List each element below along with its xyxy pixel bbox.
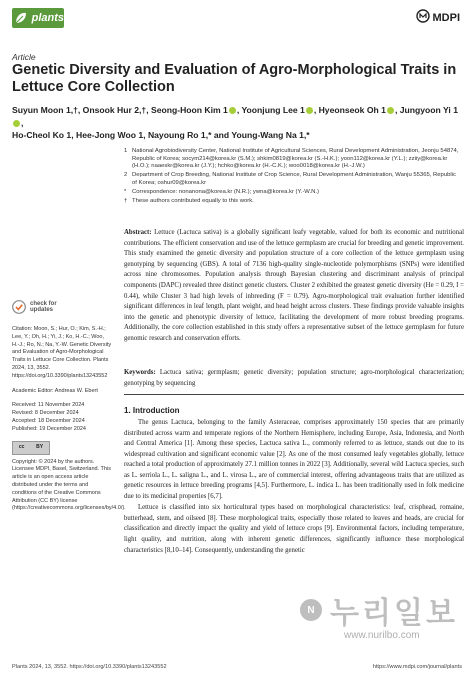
paragraph: The genus Lactuca, belonging to the family Asteraceae, comprises approximately 150 species that are primarily distributed across warm and temperate regions of the Northern Hemisphere, including Europe, Asia, Indonesia, and North and Central America [1]. Among these species, Lactuca sativa L., commonly referred to as lettuce, stands out due to its widespread cultivation and significant economic value [2]. As one of the most consumed leafy vegetables globally, lettuce reached a total production of approximately 27.1 million tonnes in 2022 [3]. Additionally, several wild Lactuca species, such as L. serriola L., L. saligna L., and L. virosa L., are of commercial interest, offering advantageous traits that are utilized as genetic resources in lettuce breeding programs [4,5]. Furthermore, L. indica L. has been traditionally used in folk medicine due to its medicinal properties [6,7]. [124, 419, 464, 500]
date-accepted: Accepted: 18 December 2024 [12, 417, 85, 424]
author[interactable]: Nayoung Ro 1,* [147, 130, 212, 140]
author[interactable]: Yoonjung Lee 1 [241, 105, 305, 115]
correspondence: * Correspondence: nonanona@korea.kr (N.R.); ywna@korea.kr (Y.-W.N.) [124, 188, 320, 195]
affiliations [124, 148, 462, 207]
publisher-name: MDPI [432, 12, 460, 24]
author[interactable]: Onsook Hur 2,† [82, 105, 147, 115]
introduction [124, 418, 464, 557]
author[interactable]: Hyeonseok Oh 1 [318, 105, 386, 115]
author[interactable]: Seong-Hoon Kim 1 [150, 105, 228, 115]
section-heading: 1. Introduction [124, 406, 180, 415]
copyright: Copyright: © 2024 by the authors. Licensee MDPI, Basel, Switzerland. This article is an open access article distributed under the terms and conditions of the Creative Commons Attribution (CC BY) license (https://creativecommons.org/licenses/by/4.0/). [12, 458, 126, 512]
date-revised: Revised: 8 December 2024 [12, 410, 79, 417]
footer [12, 664, 462, 670]
footer-journal-link[interactable]: https://www.mdpi.com/journal/plants [372, 664, 462, 670]
watermark-mark: N [298, 597, 324, 623]
cc-label: cc [18, 443, 25, 450]
abstract-text: Lettuce (Lactuca sativa) is a globally significant leafy vegetable, valued for both its economic and nutritional contributions. The efficient conservation and use of the lettuce germplasm are crucial for breeding and genetic improvement. This study examined the genetic diversity and population structure of a core collection of the lettuce germplasm using genotyping by sequencing (GBS). A total of 7136 high-quality single-nucleotide polymorphisms (SNPs) were identified across nine chromosomes. Population analysis through Bayesian clustering and discriminant analysis of principal components (DAPC) revealed three distinct genetic clusters. Cluster 2 exhibited the greatest genetic diversity (He = 0.29, I = 0.44), while Cluster 3 had high levels of inbreeding (F = 0.79). Agro-morphological trait evaluation further identified significant differences in leaf length, plant weight, and head height across clusters. These findings provide valuable insights into the genetic and phenotypic diversity of lettuce, facilitating the development of more robust breeding programs. Additionally, the core collection established in this study offers a representative subset of the lettuce germplasm for future genomic research and conservation efforts. [124, 229, 464, 342]
check-updates-icon [12, 300, 26, 314]
date-received: Received: 11 November 2024 [12, 402, 85, 409]
dates [12, 402, 112, 433]
cc-license-badge[interactable] [12, 441, 112, 455]
watermark-url: www.nurilbo.com [344, 630, 420, 641]
affiliation: 2 Department of Crop Breeding, National Institute of Crop Science, Rural Development Administration, Wanju 55365, Republic of Korea; oshur09@korea.kr [124, 172, 456, 186]
article-type: Article [12, 52, 36, 62]
watermark [298, 588, 458, 632]
author[interactable]: Suyun Moon 1,† [12, 105, 78, 115]
author[interactable]: Jungyoon Yi 1 [399, 105, 458, 115]
author-line-1: Suyun Moon 1,†, Onsook Hur 2,†, Seong-Hoon Kim 1 , Yoonjung Lee 1 , Hyeonseok Oh 1 , Jungyoon Yi 1, [12, 105, 458, 128]
citation: Citation: Moon, S.; Hur, O.; Kim, S.-H.; Lee, Y.; Oh, H.; Yi, J.; Ko, H.-C.; Woo, H.-J.; Ro, N.; Na, Y.-W. Genetic Diversity and Evaluation of Agro-Morphological Traits in Lettuce Core Collection. Plants 2024, 13, 3552. https://doi.org/10.3390/plants13243552 [12, 326, 112, 379]
author[interactable]: Young-Wang Na 1,* [231, 130, 310, 140]
watermark-text: 누리일보 [330, 596, 458, 631]
journal-header [0, 0, 472, 34]
orcid-icon[interactable] [387, 107, 394, 114]
publisher-logo[interactable] [416, 8, 461, 28]
abstract-label: Abstract: [124, 229, 152, 236]
journal-logo[interactable] [12, 8, 64, 28]
sidebar [12, 300, 126, 520]
author[interactable]: Hee-Jong Woo 1 [75, 130, 144, 140]
orcid-icon[interactable] [229, 107, 236, 114]
journal-name: plants [31, 12, 64, 24]
author-list [12, 104, 462, 142]
date-published: Published: 19 December 2024 [12, 425, 86, 432]
check-label: check for [30, 300, 57, 307]
check-for-updates-button[interactable] [12, 300, 112, 314]
by-label: BY [36, 443, 44, 450]
author-line-2: Ho-Cheol Ko 1, Hee-Jong Woo 1, Nayoung Ro 1,* and Young-Wang Na 1,* [12, 130, 310, 140]
equal-contribution-note: † These authors contributed equally to this work. [124, 198, 254, 205]
orcid-icon[interactable] [306, 107, 313, 114]
check-label: updates [30, 307, 54, 313]
keywords [124, 368, 464, 389]
keywords-text: Lactuca sativa; germplasm; genetic diversity; population structure; agro-morphological characterization; genotyping by sequencing [124, 369, 464, 387]
paragraph: Lettuce is classified into six horticultural types based on morphological characteristics: leaf, crisphead, romaine, butterhead, stem, and oilseed [8]. These morphological traits, especially those related to leaves and heads, are crucial for classification and directly impact the quality and yield of lettuce crops [9]. Environmental factors, including temperature, light quality, and nutrition, along with inherent genetic differences, significantly influence these morphological characteristics [8,10–14]. Consequently, understanding the genetic [124, 504, 464, 554]
affiliation: 1 National Agrobiodiversity Center, National Institute of Agricultural Sciences, Rural Development Administration, Jeonju 54874, Republic of Korea; socym214@korea.kr (S.M.); shkim0819@korea.kr (S.-H.K.); yoon112@korea.kr (Y.L.); zziiy@korea.kr (H.O.); naaeskr@korea.kr (J.Y.); hchko@korea.kr (H.-C.K.); woo0018@korea.kr (H.-J.W.) [124, 148, 459, 170]
abstract [124, 228, 464, 345]
footer-citation[interactable]: Plants 2024, 13, 3552. https://doi.org/10.3390/plants13243552 [12, 664, 167, 670]
author[interactable]: Ho-Cheol Ko 1 [12, 130, 72, 140]
leaf-icon [12, 8, 31, 28]
mdpi-icon [416, 9, 430, 28]
section-divider [124, 394, 464, 395]
keywords-label: Keywords: [124, 369, 156, 376]
orcid-icon[interactable] [13, 120, 20, 127]
academic-editor: Academic Editor: Andreas W. Ebert [12, 387, 98, 394]
article-title: Genetic Diversity and Evaluation of Agro-Morphological Traits in Lettuce Core Collection [12, 62, 457, 95]
